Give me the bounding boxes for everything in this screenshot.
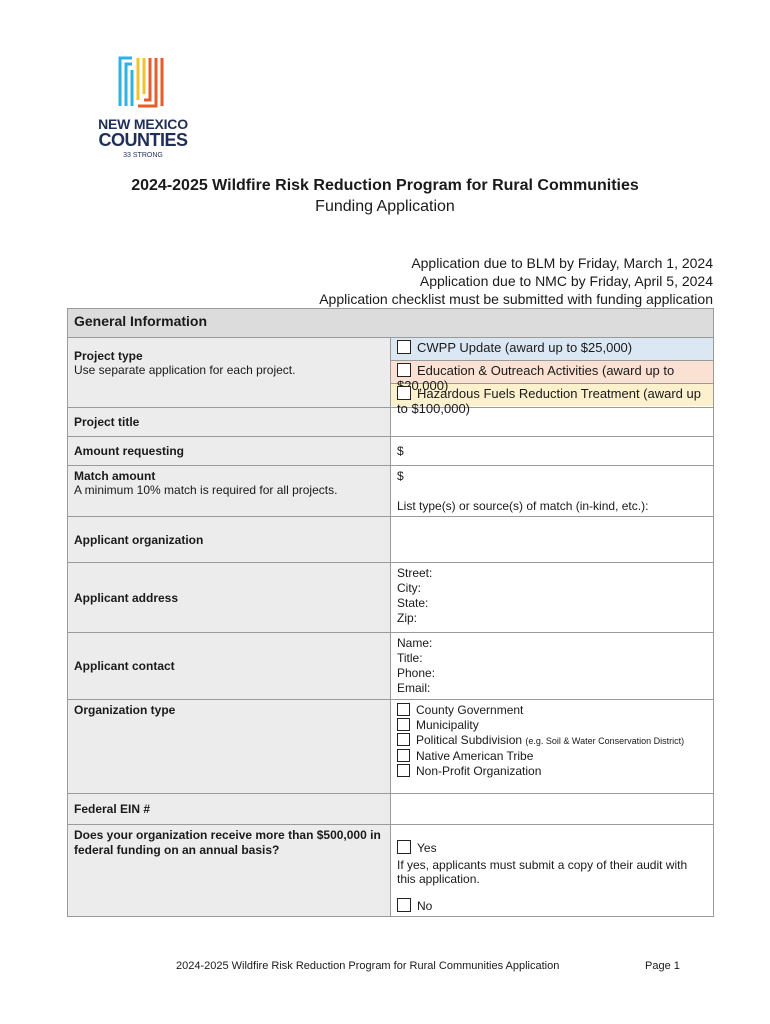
project-title-label: Project title: [68, 408, 391, 437]
address-state: State:: [397, 596, 429, 610]
match-amount-label-cell: [68, 466, 391, 517]
project-type-option-fuels[interactable]: Hazardous Fuels Reduction Treatment (award up to $100,000): [391, 384, 713, 406]
federal-funding-label-cell: [68, 825, 391, 917]
project-type-label: Project type: [74, 349, 143, 363]
amount-requesting-field[interactable]: $: [391, 437, 714, 466]
document-subtitle: Funding Application: [315, 198, 455, 215]
checkbox-icon[interactable]: [397, 386, 411, 400]
org-type-municipality[interactable]: Municipality: [397, 718, 707, 733]
section-title: General Information: [68, 309, 714, 338]
address-zip: Zip:: [397, 611, 418, 625]
footer-page-number: Page 1: [645, 960, 680, 972]
federal-ein-field[interactable]: [391, 794, 714, 825]
checkbox-icon[interactable]: [397, 340, 411, 354]
project-type-option-education[interactable]: Education & Outreach Activities (award up to: [391, 361, 713, 384]
due-line-nmc: Application due to NMC by Friday, April 5, 2024: [419, 273, 713, 289]
federal-funding-label: Does your organization receive more than $500,000 in federal funding on an annual basis?: [74, 828, 381, 857]
project-type-label-cell: [68, 338, 391, 408]
logo-mark-icon: [118, 56, 164, 108]
checkbox-icon: [397, 749, 410, 762]
checkbox-icon: [397, 764, 410, 777]
org-type-tribe[interactable]: Native American Tribe: [397, 749, 707, 764]
federal-funding-options: [391, 825, 714, 917]
match-amount-field[interactable]: $ List type(s) or source(s) of match (in-kind, etc.):: [391, 466, 714, 517]
org-type-nonprofit[interactable]: Non-Profit Organization: [397, 764, 707, 779]
applicant-contact-label: Applicant contact: [68, 633, 391, 700]
checkbox-icon: [397, 840, 411, 854]
general-information-table: [67, 308, 714, 917]
due-line-checklist: Application checklist must be submitted with funding application: [319, 291, 713, 307]
contact-title: Title:: [397, 651, 423, 665]
checkbox-icon[interactable]: [397, 363, 411, 377]
org-type-county[interactable]: County Government: [397, 703, 707, 718]
org-type-options: [391, 700, 714, 794]
contact-email: Email:: [397, 681, 431, 695]
address-street: Street:: [397, 566, 433, 580]
contact-phone: Phone:: [397, 666, 436, 680]
project-type-options: [391, 338, 714, 416]
federal-ein-label: Federal EIN #: [68, 794, 391, 825]
applicant-org-label: Applicant organization: [68, 517, 391, 563]
match-amount-label: Match amount: [74, 469, 156, 483]
logo-line1: NEW MEXICO: [98, 116, 188, 132]
logo-line3: 33 STRONG: [123, 152, 163, 159]
applicant-address-label: Applicant address: [68, 563, 391, 633]
footer-title: 2024-2025 Wildfire Risk Reduction Program for Rural Communities Application: [176, 960, 560, 972]
checkbox-icon: [397, 733, 410, 746]
address-city: City:: [397, 581, 421, 595]
checkbox-icon: [397, 898, 411, 912]
match-sources-prompt: List type(s) or source(s) of match (in-kind, etc.):: [397, 499, 649, 513]
logo: [88, 56, 198, 166]
applicant-address-field[interactable]: [391, 563, 714, 633]
federal-funding-yes[interactable]: Yes: [397, 840, 707, 855]
federal-funding-no[interactable]: No: [397, 898, 707, 913]
logo-line2: COUNTIES: [98, 130, 188, 150]
contact-name: Name:: [397, 636, 433, 650]
project-type-option-cwpp[interactable]: CWPP Update (award up to $25,000): [391, 338, 713, 361]
due-line-blm: Application due to BLM by Friday, March 1, 2024: [411, 255, 713, 271]
federal-funding-note: If yes, applicants must submit a copy of their audit with this application.: [397, 858, 688, 886]
applicant-contact-field[interactable]: [391, 633, 714, 700]
checkbox-icon: [397, 703, 410, 716]
checkbox-icon: [397, 718, 410, 731]
document-title: 2024-2025 Wildfire Risk Reduction Program for Rural Communities: [131, 177, 639, 194]
applicant-org-field[interactable]: [391, 517, 714, 563]
match-amount-note: A minimum 10% match is required for all projects.: [74, 483, 338, 497]
org-type-subdivision[interactable]: Political Subdivision (e.g. Soil & Water Conservation District): [397, 733, 707, 749]
amount-requesting-label: Amount requesting: [68, 437, 391, 466]
org-type-label: Organization type: [68, 700, 391, 794]
project-type-note: Use separate application for each project.: [74, 363, 296, 377]
